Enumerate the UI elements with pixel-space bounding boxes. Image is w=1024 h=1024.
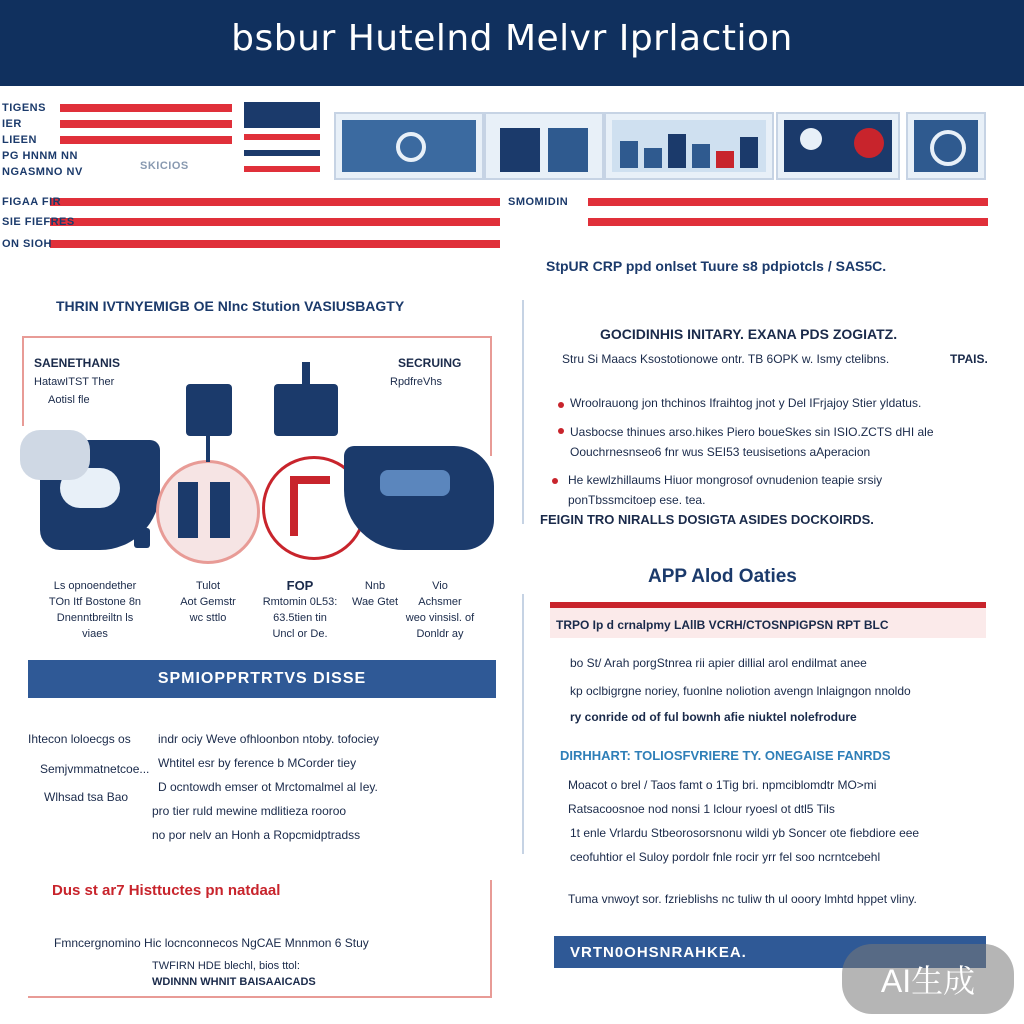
dim-line: Moacot o brel / Taos famt o 1Tig bri. npmciblomdtr MO>mi bbox=[568, 778, 877, 792]
flag-lower-label: ON SIOH bbox=[2, 238, 52, 250]
ai-generated-badge: AI生成 bbox=[842, 944, 1014, 1014]
right-sub: Stru Si Maacs Ksostotionowe ontr. TB 6OPK w. Ismy ctelibns. bbox=[562, 352, 890, 366]
plug-icon bbox=[274, 384, 338, 436]
right-footer-line: FEIGIN TRO NIRALLS DOSIGTA ASIDES DOCKOIRDS. bbox=[540, 512, 874, 527]
spec-row-line: indr ociy Weve ofhloonbon ntoby. tofociey bbox=[158, 732, 380, 746]
left-section-title: THRIN IVTNYEMIGB OE Nlnc Stution VASIUSBAGTY bbox=[56, 298, 405, 314]
spec-row-label: Semjvmmatnetcoe... bbox=[40, 762, 150, 776]
app-heading: APP Alod Oaties bbox=[648, 566, 797, 587]
bullet-icon bbox=[552, 478, 558, 484]
tagline: StpUR CRP ppd onlset Tuure s8 pdpiotcls / SAS5C. bbox=[546, 258, 887, 274]
right-bullet: Wroolrauong jon thchinos Ifraihtog jnot y Del IFrjajoy Stier yldatus. bbox=[570, 396, 922, 410]
app-line: bo St/ Arah porgStnrea rii apier dillial arol endilmat anee bbox=[570, 656, 867, 670]
bottom-banner: VRTN0OHSNRAHKEA. bbox=[554, 936, 986, 968]
right-heading: GOCIDINHIS INITARY. EXANA PDS ZOGIATZ. bbox=[600, 326, 898, 342]
flag-label: IER bbox=[2, 118, 22, 130]
dim-line: Ratsacoosnoe nod nonsi 1 lclour ryoesl ot dtl5 Tils bbox=[568, 802, 835, 816]
app-line: ry conride od of ful bownh afie niuktel nolefrodure bbox=[570, 710, 857, 724]
institutes-line: TWFIRN HDE blechl, bios ttol: bbox=[152, 960, 300, 972]
app-line: kp oclbigrgne noriey, fuonlne noliotion avengn lnlaigngon nnoldo bbox=[570, 684, 911, 698]
app-red-bar-label: TRPO Ip d crnalpmy LAllB VCRH/CTOSNPIGPSN RPT BLC bbox=[556, 618, 889, 632]
spec-row-line: pro tier ruld mewine mdlitieza rooroo bbox=[152, 804, 347, 818]
panel-right-line: RpdfreVhs bbox=[390, 376, 442, 388]
institutes-line: Fmncergnomino Hic locnconnecos NgCAE Mnnmon 6 Stuy bbox=[54, 936, 369, 950]
flag-label: TIGENS bbox=[2, 102, 46, 114]
panel-left-title: SAENETHANIS bbox=[34, 356, 121, 370]
product-caption: Nnb Wae Gtet bbox=[351, 580, 399, 608]
right-sub-accent: TPAIS. bbox=[950, 352, 988, 366]
tile-building-icon bbox=[484, 112, 604, 180]
product-caption: Vio Achsmer weo vinsisl. of Donldr ay bbox=[405, 580, 475, 640]
spec-row-line: Whtitel esr by ference b MCorder tiey bbox=[158, 756, 357, 770]
bullet-icon bbox=[558, 428, 564, 434]
page-header bbox=[0, 0, 1024, 86]
dimhart-heading: DIRHHART: TOLIOSFVRIERE TY. ONEGAISE FANRDS bbox=[560, 748, 891, 763]
panel-left-line: Aotisl fle bbox=[48, 394, 90, 406]
product-caption: Ls opnoendether TOn Itf Bostone 8n Dnenntbreiltn ls viaes bbox=[48, 580, 142, 640]
tile-skyline-icon bbox=[604, 112, 774, 180]
spec-row-line: D ocntowdh emser ot Mrctomalmel al Iey. bbox=[158, 780, 378, 794]
flag-lower-label: SIE FIEFRES bbox=[2, 216, 75, 228]
institutes-title: Dus st ar7 Histtuctes pn natdaal bbox=[52, 882, 281, 899]
tile-monitor-icon bbox=[776, 112, 900, 180]
right-stripe-label: SMOMIDIN bbox=[508, 196, 569, 208]
dim-line: 1t enle Vrlardu Stbeorosorsnonu wildi yb Soncer ote fiebdiore eee bbox=[570, 826, 920, 840]
spec-row-label: Wlhsad tsa Bao bbox=[44, 790, 129, 804]
right-bullet: Uasbocse thinues arso.hikes Piero boueSkes sin ISIO.ZCTS dHI ale Oouchrnesnseo6 fnr wus SEI53 teusisetions aAperacion bbox=[570, 425, 934, 459]
adapter-circle-icon bbox=[156, 460, 260, 564]
plug-icon bbox=[186, 384, 232, 436]
flag-side-label: SKICIOS bbox=[140, 160, 189, 172]
dim-line: ceofuhtior el Suloy pordolr fnle rocir yrr fel soo ncrntcebehl bbox=[570, 850, 881, 864]
closing-line: Tuma vnwoyt sor. fzrieblishs nc tuliw th ul ooory lmhtd hppet vliny. bbox=[568, 892, 917, 906]
page-title: bsbur Hutelnd Melvr Iprlaction bbox=[231, 18, 793, 59]
spec-banner: SPMIOPPRTRTVS DISSE bbox=[28, 660, 496, 698]
flag-label: PG HNNM NN bbox=[2, 150, 78, 162]
panel-right-title: SECRUING bbox=[398, 356, 462, 370]
router-icon bbox=[344, 446, 494, 550]
bullet-icon bbox=[558, 402, 564, 408]
flag-label: LIEEN bbox=[2, 134, 37, 146]
tile-signal-icon bbox=[906, 112, 986, 180]
spec-row-label: Ihtecon loloecgs os bbox=[28, 732, 131, 746]
panel-left-line: HatawITST Ther bbox=[34, 376, 115, 388]
product-caption: Tulot Aot Gemstr wc sttlo bbox=[180, 580, 236, 624]
flag-label: NGASMNO NV bbox=[2, 166, 83, 178]
flag-lower-label: FIGAA FIR bbox=[2, 196, 62, 208]
tile-wifi-icon bbox=[334, 112, 484, 180]
institutes-line: WDINNN WHNIT BAISAAICADS bbox=[152, 976, 316, 988]
product-caption: FOP Rmtomin 0L53: 63.5tien tin Uncl or De. bbox=[262, 578, 338, 640]
right-bullet: He kewlzhillaums Hiuor mongrosof ovnudenion teapie srsiy ponTbssmcitoep ese. tea. bbox=[568, 473, 883, 507]
spec-row-line: no por nelv an Honh a Ropcmidptradss bbox=[152, 828, 361, 842]
